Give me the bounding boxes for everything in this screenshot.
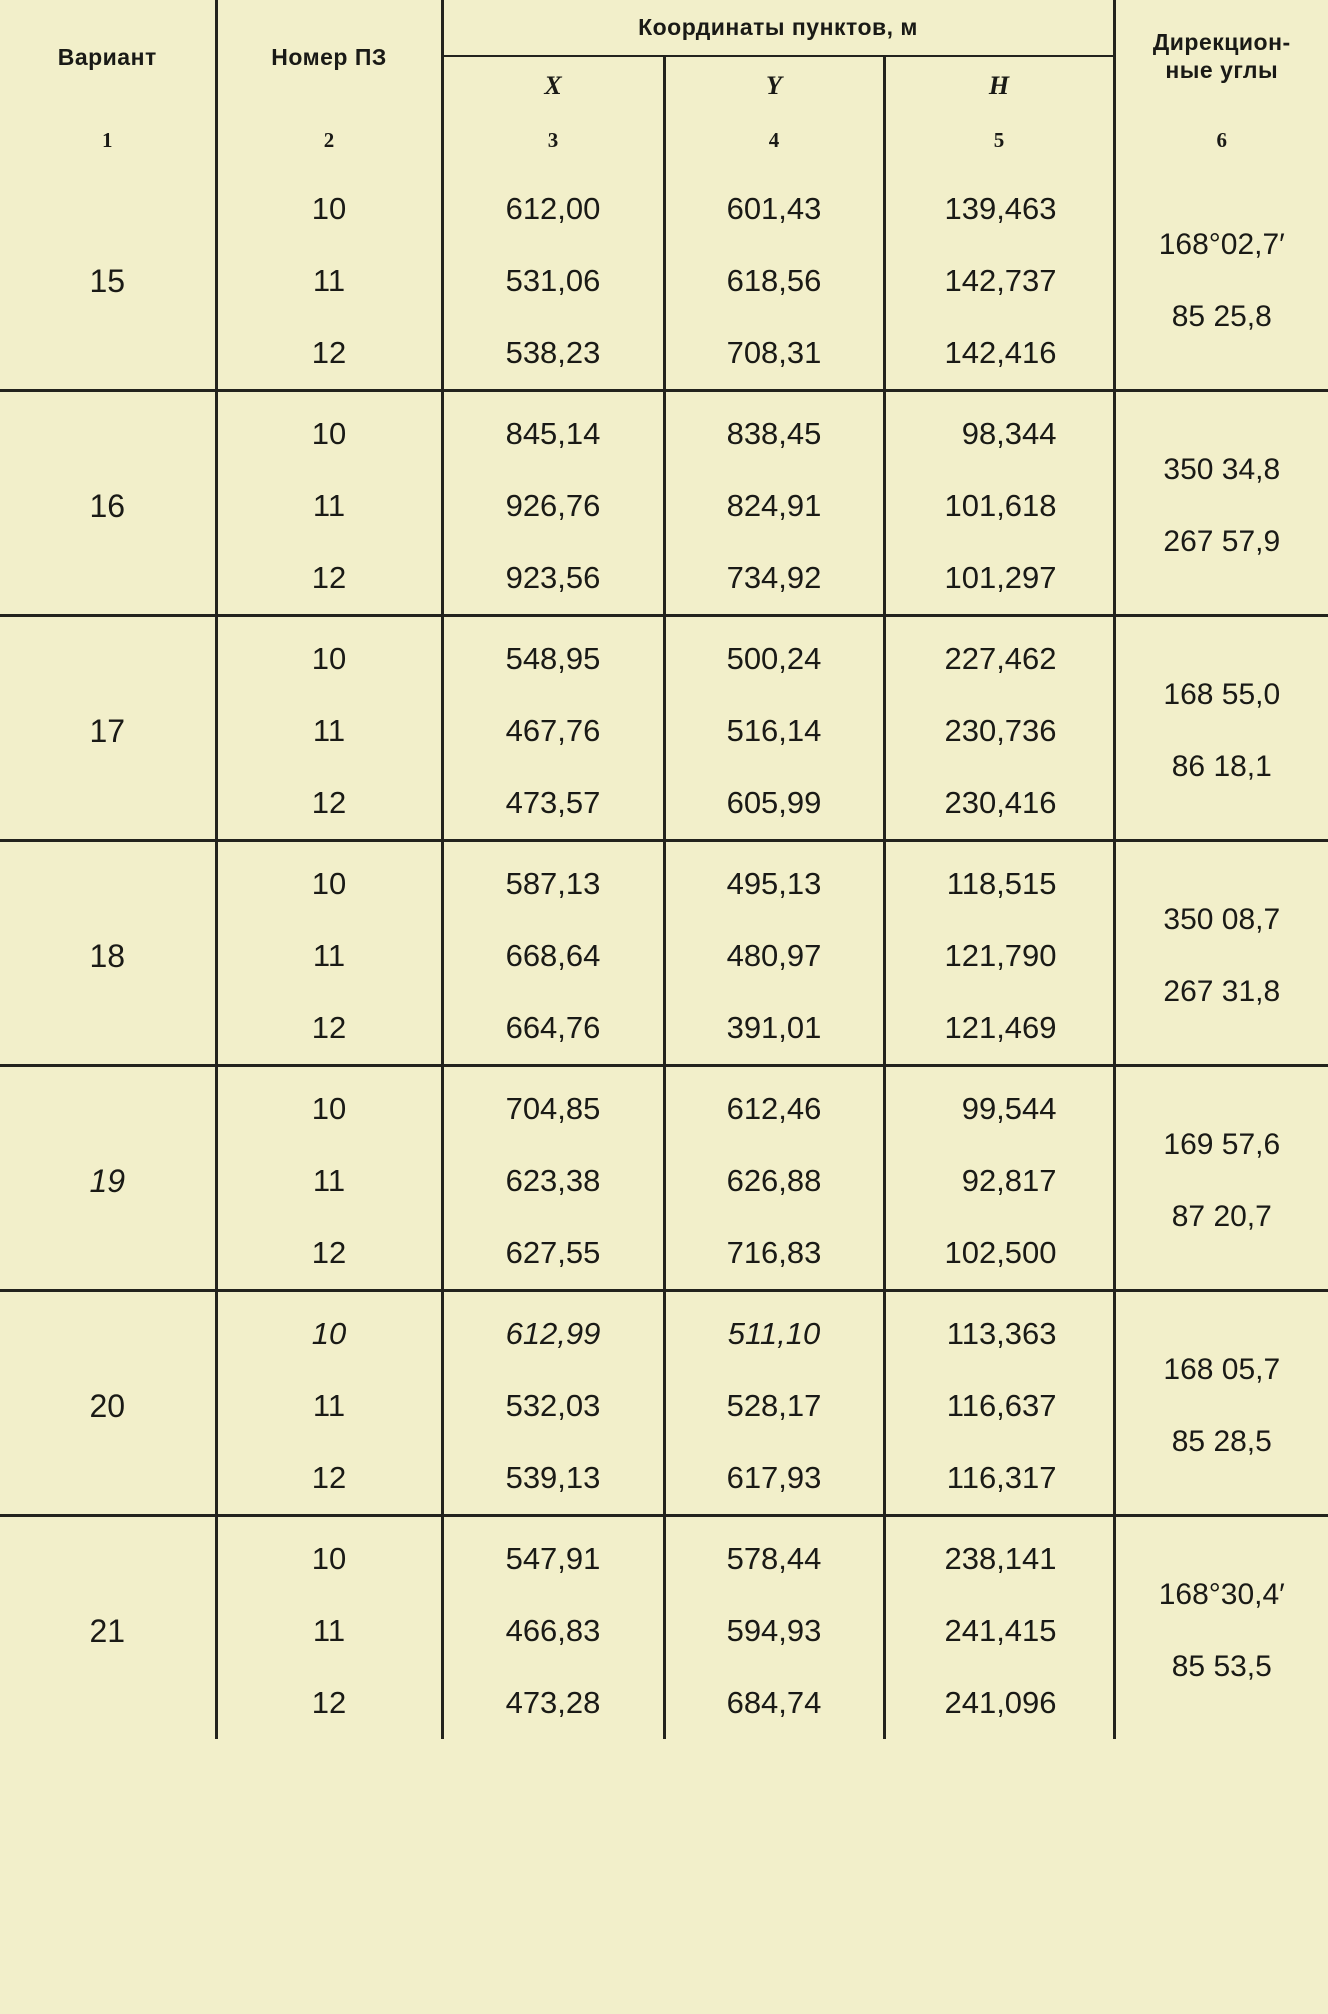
angle-value: 168 05,7 <box>1163 1353 1281 1386</box>
h-value: 230,416 <box>884 767 1114 841</box>
y-value: 516,14 <box>664 695 884 767</box>
x-value: 627,55 <box>442 1217 664 1291</box>
directional-angles <box>1114 1066 1328 1291</box>
angle-value: 168 55,0 <box>1163 678 1281 711</box>
pz-number: 12 <box>216 317 442 391</box>
x-value: 467,76 <box>442 695 664 767</box>
y-value: 708,31 <box>664 317 884 391</box>
angle-value: 86 18,1 <box>1171 750 1272 783</box>
directional-angles <box>1114 391 1328 616</box>
column-number: 5 <box>884 114 1114 167</box>
y-value: 511,10 <box>664 1291 884 1371</box>
pz-number: 12 <box>216 1217 442 1291</box>
variant-number: 18 <box>0 841 216 1066</box>
x-value: 923,56 <box>442 542 664 616</box>
angle-value: 350 08,7 <box>1163 903 1281 936</box>
header-angles-line2: ные углы <box>1165 57 1279 83</box>
angle-value: 267 31,8 <box>1163 975 1281 1008</box>
pz-number: 10 <box>216 167 442 245</box>
y-value: 612,46 <box>664 1066 884 1146</box>
angle-value: 267 57,9 <box>1163 525 1281 558</box>
y-value: 594,93 <box>664 1595 884 1667</box>
x-value: 466,83 <box>442 1595 664 1667</box>
directional-angles <box>1114 841 1328 1066</box>
header-variant: Вариант <box>0 0 216 114</box>
table-row <box>0 391 1328 471</box>
header-y: Y <box>664 56 884 114</box>
column-number: 1 <box>0 114 216 167</box>
pz-number: 11 <box>216 695 442 767</box>
table-row <box>0 616 1328 696</box>
x-value: 623,38 <box>442 1145 664 1217</box>
y-value: 626,88 <box>664 1145 884 1217</box>
y-value: 838,45 <box>664 391 884 471</box>
h-value: 227,462 <box>884 616 1114 696</box>
column-number: 4 <box>664 114 884 167</box>
h-value: 101,618 <box>884 470 1114 542</box>
column-number: 2 <box>216 114 442 167</box>
h-value: 116,317 <box>884 1442 1114 1516</box>
pz-number: 10 <box>216 1516 442 1596</box>
column-number: 3 <box>442 114 664 167</box>
y-value: 391,01 <box>664 992 884 1066</box>
y-value: 480,97 <box>664 920 884 992</box>
column-numbers-row <box>0 114 1328 167</box>
x-value: 587,13 <box>442 841 664 921</box>
x-value: 845,14 <box>442 391 664 471</box>
header-angles-line1: Дирекцион- <box>1152 29 1291 56</box>
y-value: 601,43 <box>664 167 884 245</box>
pz-number: 10 <box>216 841 442 921</box>
h-value: 121,790 <box>884 920 1114 992</box>
x-value: 612,00 <box>442 167 664 245</box>
table-row <box>0 1516 1328 1596</box>
directional-angles <box>1114 616 1328 841</box>
y-value: 528,17 <box>664 1370 884 1442</box>
y-value: 618,56 <box>664 245 884 317</box>
pz-number: 11 <box>216 920 442 992</box>
h-value: 99,544 <box>884 1066 1114 1146</box>
y-value: 500,24 <box>664 616 884 696</box>
variant-number: 20 <box>0 1291 216 1516</box>
x-value: 704,85 <box>442 1066 664 1146</box>
h-value: 98,344 <box>884 391 1114 471</box>
x-value: 548,95 <box>442 616 664 696</box>
variant-number: 15 <box>0 167 216 391</box>
header-coordinates: Координаты пунктов, м <box>442 0 1114 56</box>
y-value: 605,99 <box>664 767 884 841</box>
x-value: 664,76 <box>442 992 664 1066</box>
x-value: 532,03 <box>442 1370 664 1442</box>
x-value: 547,91 <box>442 1516 664 1596</box>
h-value: 113,363 <box>884 1291 1114 1371</box>
y-value: 617,93 <box>664 1442 884 1516</box>
pz-number: 12 <box>216 542 442 616</box>
angle-value: 85 25,8 <box>1171 300 1272 333</box>
angle-value: 85 28,5 <box>1171 1425 1272 1458</box>
variant-number: 17 <box>0 616 216 841</box>
header-angles <box>1114 0 1328 114</box>
pz-number: 12 <box>216 1667 442 1739</box>
table-row <box>0 167 1328 245</box>
y-value: 734,92 <box>664 542 884 616</box>
y-value: 578,44 <box>664 1516 884 1596</box>
pz-number: 12 <box>216 992 442 1066</box>
h-value: 238,141 <box>884 1516 1114 1596</box>
pz-number: 11 <box>216 1370 442 1442</box>
variant-number: 21 <box>0 1516 216 1740</box>
h-value: 92,817 <box>884 1145 1114 1217</box>
directional-angles <box>1114 1516 1328 1740</box>
x-value: 473,28 <box>442 1667 664 1739</box>
column-number: 6 <box>1216 128 1228 152</box>
header-pz-number: Номер ПЗ <box>216 0 442 114</box>
pz-number: 11 <box>216 1145 442 1217</box>
x-value: 612,99 <box>442 1291 664 1371</box>
pz-number: 11 <box>216 470 442 542</box>
table-row <box>0 1066 1328 1146</box>
directional-angles <box>1114 167 1328 391</box>
angle-value: 168°02,7′ <box>1158 228 1285 261</box>
h-value: 121,469 <box>884 992 1114 1066</box>
h-value: 101,297 <box>884 542 1114 616</box>
pz-number: 12 <box>216 1442 442 1516</box>
pz-number: 11 <box>216 245 442 317</box>
directional-angles <box>1114 1291 1328 1516</box>
x-value: 668,64 <box>442 920 664 992</box>
h-value: 230,736 <box>884 695 1114 767</box>
y-value: 716,83 <box>664 1217 884 1291</box>
pz-number: 12 <box>216 767 442 841</box>
pz-number: 10 <box>216 1291 442 1371</box>
header-x: X <box>442 56 664 114</box>
x-value: 538,23 <box>442 317 664 391</box>
x-value: 926,76 <box>442 470 664 542</box>
angle-value: 87 20,7 <box>1171 1200 1272 1233</box>
x-value: 473,57 <box>442 767 664 841</box>
header-h: H <box>884 56 1114 114</box>
angle-value: 350 34,8 <box>1163 453 1281 486</box>
angle-value: 85 53,5 <box>1171 1650 1272 1683</box>
h-value: 142,737 <box>884 245 1114 317</box>
angle-value: 168°30,4′ <box>1158 1578 1285 1611</box>
h-value: 118,515 <box>884 841 1114 921</box>
table-row <box>0 841 1328 921</box>
table-row <box>0 1291 1328 1371</box>
h-value: 116,637 <box>884 1370 1114 1442</box>
h-value: 241,096 <box>884 1667 1114 1739</box>
variant-number: 19 <box>0 1066 216 1291</box>
h-value: 102,500 <box>884 1217 1114 1291</box>
y-value: 824,91 <box>664 470 884 542</box>
variant-number: 16 <box>0 391 216 616</box>
table-body <box>0 167 1328 1739</box>
y-value: 684,74 <box>664 1667 884 1739</box>
h-value: 241,415 <box>884 1595 1114 1667</box>
pz-number: 10 <box>216 616 442 696</box>
pz-number: 10 <box>216 1066 442 1146</box>
pz-number: 10 <box>216 391 442 471</box>
pz-number: 11 <box>216 1595 442 1667</box>
h-value: 142,416 <box>884 317 1114 391</box>
y-value: 495,13 <box>664 841 884 921</box>
angle-value: 169 57,6 <box>1163 1128 1281 1161</box>
h-value: 139,463 <box>884 167 1114 245</box>
x-value: 531,06 <box>442 245 664 317</box>
x-value: 539,13 <box>442 1442 664 1516</box>
